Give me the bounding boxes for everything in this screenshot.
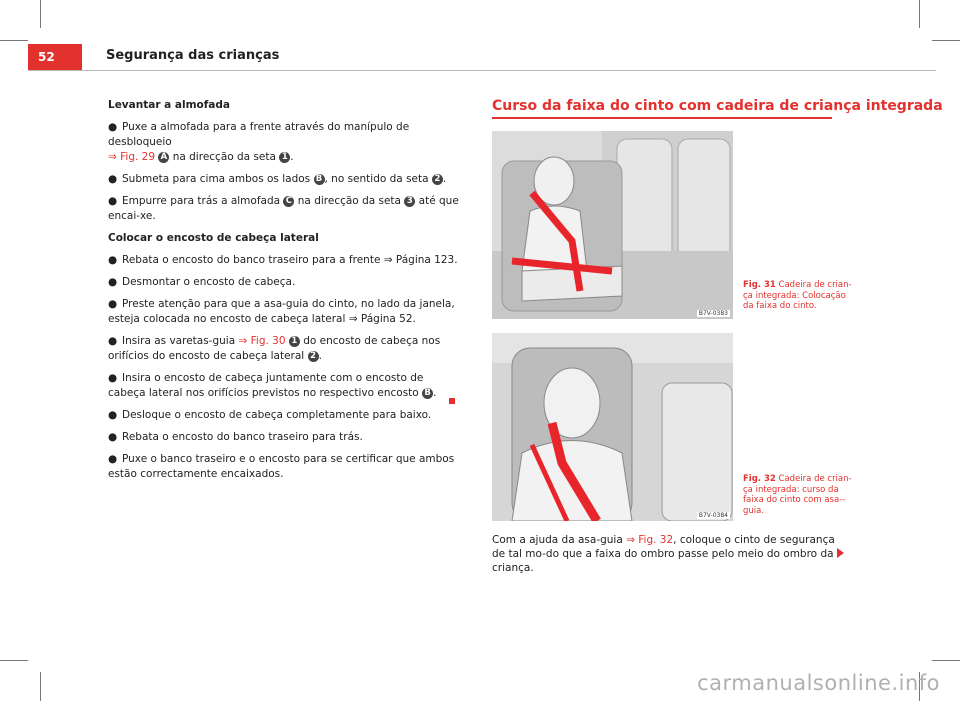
callout-badge: B — [422, 388, 433, 399]
crop-mark — [40, 0, 41, 28]
section-title: Curso da faixa do cinto com cadeira de criança integrada — [492, 98, 943, 114]
list-item: ● Insira as varetas-guia ⇒ Fig. 30 1 do encosto de cabeça nos orifícios do encosto de cabeça lateral 2 . — [108, 335, 441, 362]
header-divider — [28, 70, 936, 71]
list-item: ● Insira o encosto de cabeça juntamente com o encosto de cabeça lateral nos orifícios previstos no respectivo encosto B . — [108, 372, 437, 399]
figure-31-caption: Fig. 31 Cadeira de crian-ça integrada: Colocação da faixa do cinto. — [743, 280, 852, 311]
figure-code: B7V-0383 — [698, 310, 728, 317]
list-item: ● Puxe o banco traseiro e o encosto para se certificar que ambos estão correctamente encaixados. — [108, 453, 455, 480]
figure-32-caption: Fig. 32 Cadeira de crian-ça integrada: curso da faixa do cinto com asa--guia. — [743, 474, 852, 516]
figure-link[interactable]: ⇒ Fig. 30 — [238, 335, 286, 347]
list-item: ● Desloque o encosto de cabeça completamente para baixo. — [108, 409, 432, 421]
callout-badge: C — [283, 196, 294, 207]
list-item: ● Puxe a almofada para a frente através do manípulo de desbloqueio ⇒ Fig. 29 A na direcção da seta 1 . — [108, 121, 410, 163]
crop-mark — [0, 660, 28, 661]
callout-badge: B — [314, 174, 325, 185]
left-column — [108, 98, 464, 489]
figure-31-image — [492, 131, 733, 319]
callout-badge: A — [158, 152, 169, 163]
list-item: ● Preste atenção para que a asa-guia do cinto, no lado da janela, esteja colocada no encosto de cabeça lateral ⇒ Página 52. — [108, 298, 455, 325]
watermark: carmanualsonline.info — [697, 671, 940, 695]
crop-mark — [919, 0, 920, 28]
figure-link[interactable]: ⇒ Fig. 32 — [626, 534, 674, 546]
list-item: ● Desmontar o encosto de cabeça. — [108, 276, 296, 288]
crop-mark — [932, 660, 960, 661]
figure-32-image — [492, 333, 733, 521]
list-item: ● Rebata o encosto do banco traseiro para a frente ⇒ Página 123. — [108, 254, 458, 266]
list-item: ● Empurre para trás a almofada C na direcção da seta 3 até que encai-xe. — [108, 195, 459, 222]
child-seat-belt-illustration — [492, 131, 733, 319]
body-paragraph: Com a ajuda da asa-guia ⇒ Fig. 32, coloque o cinto de segurança de tal mo-do que a faixa do ombro passe pelo meio do ombro da criança. — [492, 534, 835, 574]
list-item: ● Rebata o encosto do banco traseiro para trás. — [108, 431, 363, 443]
list-item: ● Submeta para cima ambos os lados B , no sentido da seta 2 . — [108, 173, 447, 185]
callout-badge: 2 — [308, 351, 319, 362]
figure-code: B7V-0384 — [698, 512, 728, 519]
section-end-mark — [449, 398, 455, 404]
belt-guide-illustration — [492, 333, 733, 521]
page-number: 52 — [28, 44, 82, 70]
figure-link[interactable]: ⇒ Fig. 29 — [108, 151, 156, 163]
callout-badge: 1 — [279, 152, 290, 163]
subheading: Colocar o encosto de cabeça lateral — [108, 232, 319, 244]
section-underline — [492, 117, 832, 119]
crop-mark — [40, 672, 41, 701]
callout-badge: 2 — [432, 174, 443, 185]
callout-badge: 1 — [289, 336, 300, 347]
crop-mark — [932, 40, 960, 41]
callout-badge: 3 — [404, 196, 415, 207]
continue-arrow-icon — [837, 548, 844, 558]
chapter-title: Segurança das crianças — [106, 48, 280, 63]
subheading: Levantar a almofada — [108, 99, 230, 111]
crop-mark — [0, 40, 28, 41]
